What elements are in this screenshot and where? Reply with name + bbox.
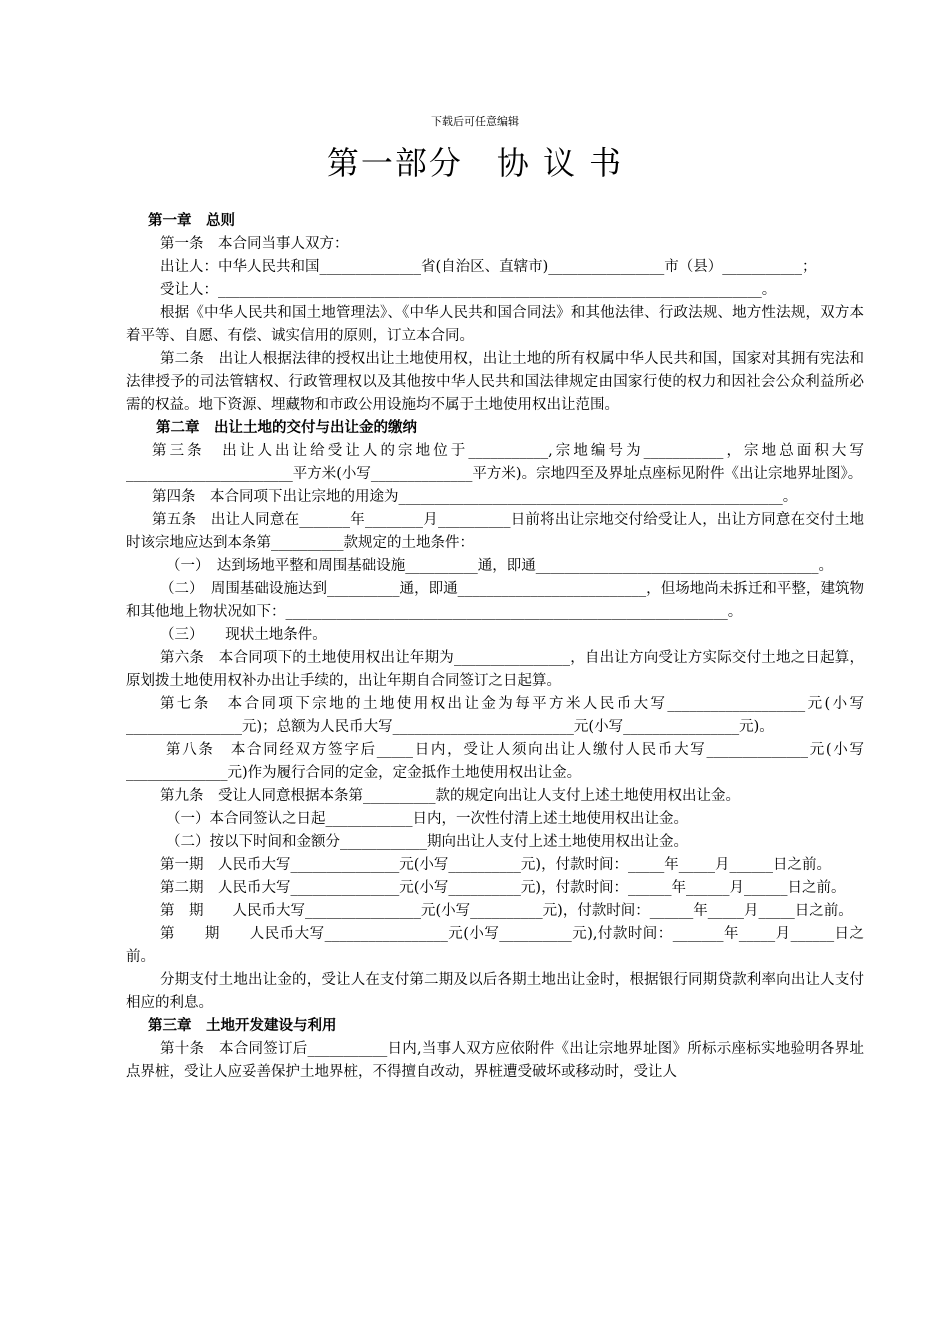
paragraph: 第七条 本合同项下宗地的土地使用权出让金为每平方米人民币大写___________________元(小写________________元)；总额为人民币大写_________________________元(小写________________元)。: [126, 696, 864, 735]
paragraph: 第二条 出让人根据法律的授权出让土地使用权，出让土地的所有权属中华人民共和国，国家对其拥有宪法和法律授予的司法管辖权、行政管理权以及其他按中华人民共和国法律规定由国家行使的权力和因社会公众利益所必需的权益。地下资源、埋藏物和市政公用设施均不属于土地使用权出让范围。: [126, 351, 864, 413]
paragraph: 第一期 人民币大写_______________元(小写__________元)，付款时间：_____年_____月______日之前。: [160, 857, 832, 873]
paragraph: 第五条 出让人同意在_______年________月__________日前将出让宗地交付给受让人，出让方同意在交付土地时该宗地应达到本条第__________款规定的土地条件：: [126, 512, 864, 551]
chapter-heading: 第二章 出让土地的交付与出让金的缴纳: [156, 420, 417, 436]
page-title: 第一部分 协 议 书: [326, 144, 624, 182]
paragraph: 第四条 本合同项下出让宗地的用途为_____________________________________________________。: [152, 489, 798, 505]
paragraph: （一） 达到场地平整和周围基础设施__________通，即通_______________________________________。: [166, 558, 833, 574]
paragraph: （二）按以下时间和金额分____________期向出让人支付上述土地使用权出让金。: [166, 834, 688, 850]
header-note: 下载后可任意编辑: [431, 115, 519, 128]
paragraph: （一）本合同签认之日起____________日内，一次性付清上述土地使用权出让金。: [166, 811, 688, 827]
paragraph: 第 期 人民币大写________________元(小写__________元)，付款时间：______年_____月_____日之前。: [160, 903, 853, 919]
chapter-heading: 第三章 土地开发建设与利用: [148, 1018, 337, 1034]
paragraph: 第六条 本合同项下的土地使用权出让年期为________________，自出让方向受让方实际交付土地之日起算，原划拨土地使用权补办出让手续的，出让年期自合同签订之日起算。: [126, 650, 864, 689]
paragraph: 第二期 人民币大写_______________元(小写__________元)，付款时间：______年______月______日之前。: [160, 880, 846, 896]
paragraph: 第十条 本合同签订后___________日内,当事人双方应依附件《出让宗地界址图》所标示座标实地验明各界址点界桩，受让人应妥善保护土地界桩，不得擅自改动，界桩遭受破坏或移动时，受让人: [126, 1041, 864, 1080]
paragraph: 第九条 受让人同意根据本条第__________款的规定向出让人支付上述土地使用权出让金。: [160, 788, 740, 804]
paragraph: （三） 现状土地条件。: [160, 627, 327, 643]
paragraph: （二） 周围基础设施达到__________通，即通__________________________，但场地尚未拆迁和平整，建筑物和其他地上物状况如下：_____________________________________________________________。: [126, 581, 864, 620]
paragraph: 受让人：___________________________________________________________________________。: [160, 282, 777, 298]
paragraph: 第 期 人民币大写_________________元(小写__________元),付款时间：_______年_____月______日之前。: [126, 926, 864, 965]
paragraph: 第一条 本合同当事人双方：: [160, 236, 349, 252]
paragraph: 出让人：中华人民共和国______________省(自治区、直辖市)________________市（县）___________；: [160, 259, 817, 275]
paragraph: 分期支付土地出让金的，受让人在支付第二期及以后各期土地出让金时，根据银行同期贷款利率向出让人支付相应的利息。: [126, 972, 864, 1011]
paragraph: 第三条 出让人出让给受让人的宗地位于___________,宗地编号为___________，宗地总面积大写_______________________平方米(小写______________平方米)。宗地四至及界址点座标见附件《出让宗地界址图》。: [126, 443, 864, 482]
paragraph: 根据《中华人民共和国土地管理法》、《中华人民共和国合同法》和其他法律、行政法规、地方性法规，双方本着平等、自愿、有偿、诚实信用的原则，订立本合同。: [126, 305, 864, 344]
chapter-heading: 第一章 总则: [148, 213, 235, 229]
paragraph: 第八条 本合同经双方签字后_____日内，受让人须向出让人缴付人民币大写______________元(小写______________元)作为履行合同的定金，定金抵作土地使用权出让金。: [126, 742, 864, 781]
document-body: [126, 210, 864, 1084]
